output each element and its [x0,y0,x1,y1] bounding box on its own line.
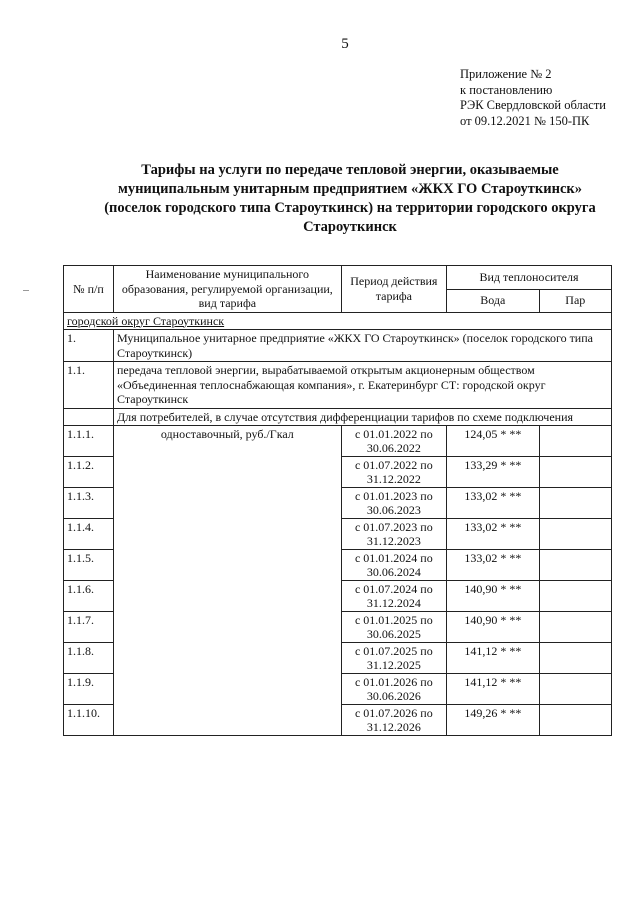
appendix-line: Приложение № 2 [460,67,552,81]
steam-tariff [539,581,611,612]
row-number: 1.1.10. [64,705,114,736]
period-to: 30.06.2024 [366,565,421,579]
period-to: 30.06.2026 [366,689,421,703]
note-number [64,408,114,426]
period-to: 31.12.2023 [366,534,421,548]
water-tariff: 133,02 * ** [447,550,540,581]
steam-tariff [539,519,611,550]
appendix-line: от 09.12.2021 № 150-ПК [460,113,590,128]
period-to: 30.06.2022 [366,441,421,455]
margin-mark [23,290,29,291]
period-cell [341,612,446,643]
row-number: 1.1.9. [64,674,114,705]
row-number: 1.1.4. [64,519,114,550]
org-name: Муниципальное унитарное предприятие «ЖКХ ГО Староуткинск» (поселок городского типа Староуткинск) [114,330,612,362]
header-row [64,266,612,290]
appendix-header [460,67,606,129]
period-to: 30.06.2023 [366,503,421,517]
header-name: Наименование муниципального образования, регулируемой организации, вид тарифа [114,266,342,313]
service-number: 1.1. [64,362,114,409]
period-cell [341,457,446,488]
row-number: 1.1.1. [64,426,114,457]
period-from: с 01.07.2025 по [354,644,433,658]
period-cell [341,488,446,519]
title-line: (поселок городского типа Староуткинск) на территории городского округа [104,200,596,216]
period-from: с 01.01.2023 по [354,489,433,503]
row-number: 1.1.7. [64,612,114,643]
period-from: с 01.07.2022 по [354,458,433,472]
page-number: 5 [341,36,349,52]
title-line: муниципальным унитарным предприятием «ЖКХ ГО Староуткинск» [117,181,583,197]
steam-tariff [539,550,611,581]
header-steam: Пар [539,289,611,312]
row-number: 1.1.8. [64,643,114,674]
water-tariff: 141,12 * ** [447,643,540,674]
water-tariff: 124,05 * ** [447,426,540,457]
appendix-line: к постановлению [460,82,553,97]
title-line: Староуткинск [303,219,397,235]
period-from: с 01.07.2023 по [354,520,433,534]
steam-tariff [539,488,611,519]
note-row [64,408,612,426]
header-period: Период действия тарифа [341,266,446,313]
water-tariff: 133,02 * ** [447,488,540,519]
period-from: с 01.01.2025 по [354,613,433,627]
header-carrier: Вид теплоносителя [447,266,612,290]
document-title [70,161,630,237]
row-number: 1.1.5. [64,550,114,581]
period-to: 31.12.2025 [366,658,421,672]
service-row [64,362,612,409]
period-to: 31.12.2024 [366,596,421,610]
water-tariff: 133,29 * ** [447,457,540,488]
water-tariff: 149,26 * ** [447,705,540,736]
steam-tariff [539,705,611,736]
header-water: Вода [447,289,540,312]
note-text: Для потребителей, в случае отсутствия дифференциации тарифов по схеме подключения [114,408,612,426]
org-number: 1. [64,330,114,362]
section-title: городской округ Староуткинск [64,312,612,330]
row-number: 1.1.2. [64,457,114,488]
period-cell [341,705,446,736]
steam-tariff [539,674,611,705]
row-number: 1.1.6. [64,581,114,612]
water-tariff: 141,12 * ** [447,674,540,705]
period-from: с 01.01.2026 по [354,675,433,689]
period-cell [341,674,446,705]
period-cell [341,581,446,612]
appendix-line: РЭК Свердловской области [460,98,606,112]
tariff-type: одноставочный, руб./Гкал [114,426,342,736]
period-from: с 01.07.2026 по [354,706,433,720]
row-number: 1.1.3. [64,488,114,519]
water-tariff: 140,90 * ** [447,612,540,643]
period-cell [341,519,446,550]
tariff-table [63,265,612,736]
water-tariff: 133,02 * ** [447,519,540,550]
period-cell [341,426,446,457]
header-number: № п/п [64,266,114,313]
steam-tariff [539,643,611,674]
period-from: с 01.01.2024 по [354,551,433,565]
title-line: Тарифы на услуги по передаче тепловой энергии, оказываемые [141,162,559,178]
water-tariff: 140,90 * ** [447,581,540,612]
period-cell [341,643,446,674]
org-row [64,330,612,362]
steam-tariff [539,457,611,488]
period-to: 31.12.2022 [366,472,421,486]
period-from: с 01.01.2022 по [354,427,433,441]
service-name: передача тепловой энергии, вырабатываемой открытым акционерным обществом «Объединенная теплоснабжающая компания», г. Екатеринбург СТ: городской округ Староуткинск [114,362,612,409]
steam-tariff [539,612,611,643]
period-to: 31.12.2026 [366,720,421,734]
table-row [64,426,612,457]
steam-tariff [539,426,611,457]
period-cell [341,550,446,581]
period-from: с 01.07.2024 по [354,582,433,596]
section-row [64,312,612,330]
period-to: 30.06.2025 [366,627,421,641]
